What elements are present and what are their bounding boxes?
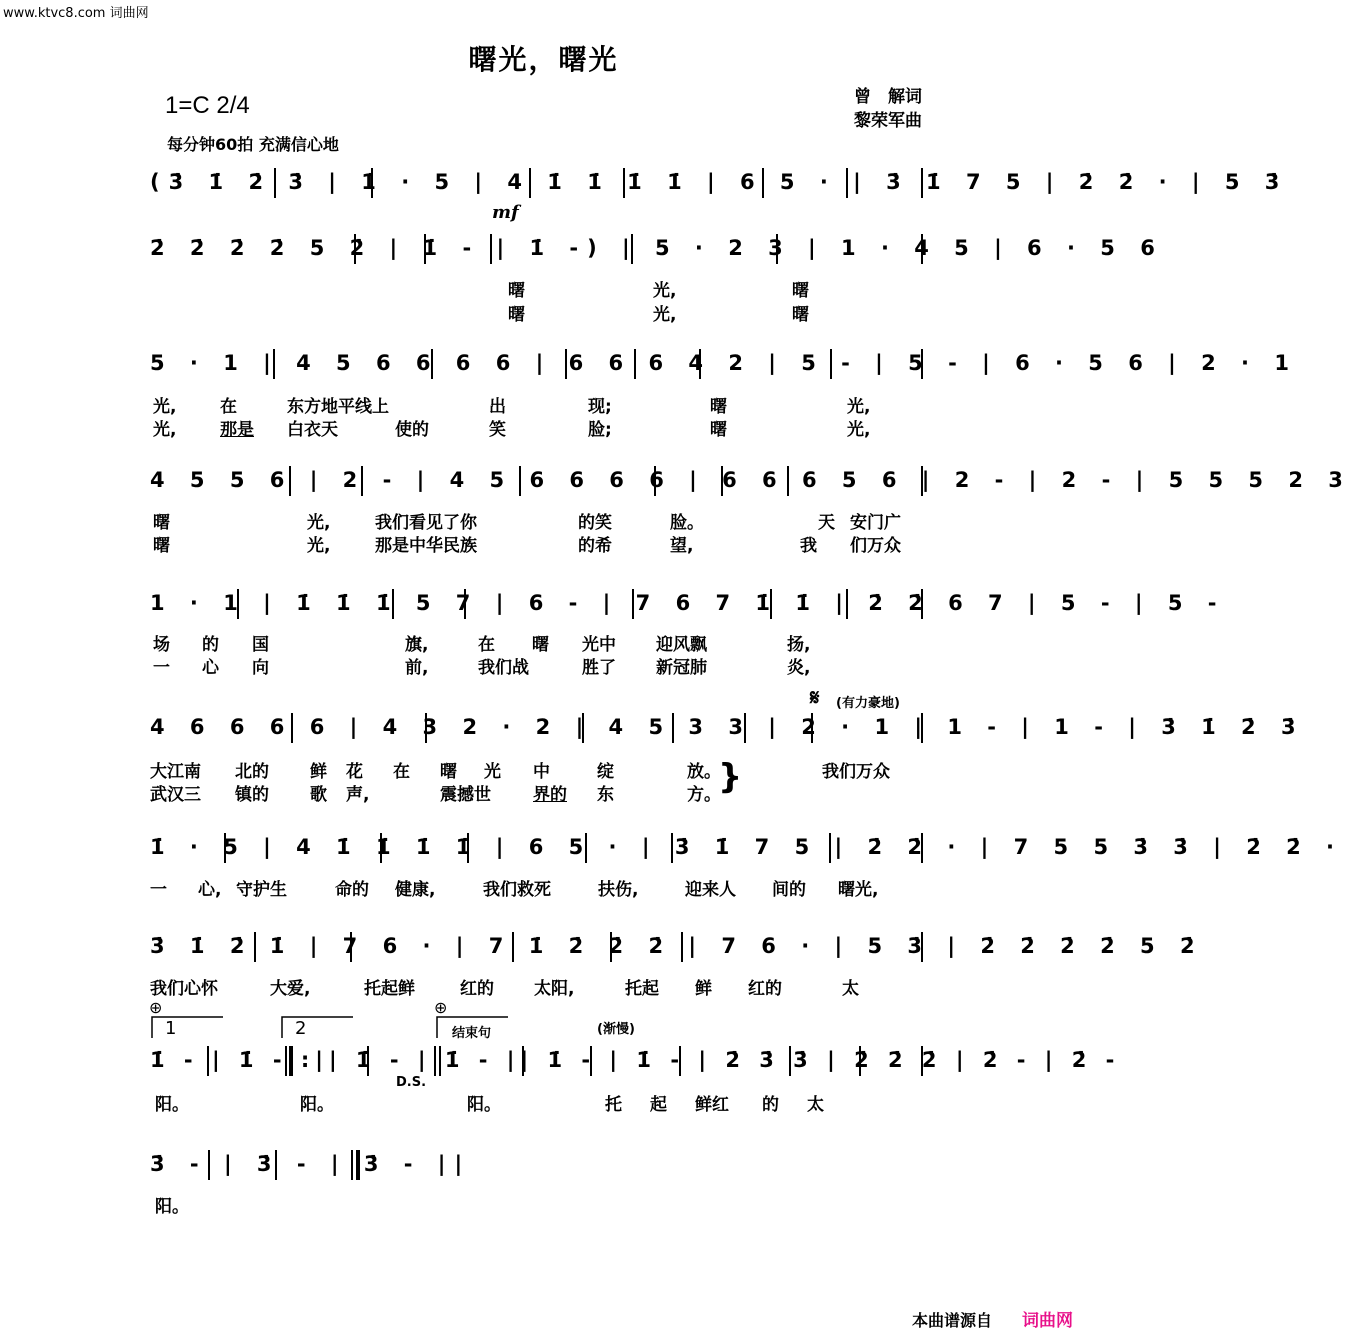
lyric: 的 <box>762 1095 779 1115</box>
lyric: 震撼世 <box>440 785 491 805</box>
row-6-lyrics-verse-1 <box>150 757 930 782</box>
lyric: 出 <box>489 397 506 417</box>
segno-sign: 𝄋 <box>810 686 820 711</box>
lyric: 炎, <box>787 658 811 678</box>
lyric: 东方地平线上 <box>287 397 389 417</box>
lyric: 的笑 <box>578 513 612 533</box>
lyric: 天 <box>818 513 835 533</box>
lyric: 鲜 <box>310 762 327 782</box>
lyric: 光中 <box>582 635 616 655</box>
lyric: 脸; <box>588 420 612 440</box>
lyric: 我们心怀 <box>150 979 218 999</box>
lyric: 镇的 <box>235 785 269 805</box>
lyric: 现; <box>588 397 612 417</box>
lyric: 托起 <box>625 979 659 999</box>
key-signature: 1=C 2/4 <box>165 92 250 119</box>
row-2-lyrics-verse-1 <box>150 276 930 301</box>
lyric: 红的 <box>748 979 782 999</box>
row-3-notes: 5 · 1 | 4 5 6 6 6 6 | 6 6 6 4 2 | 5 - | 5 - | 6 · 5 6 | 2 · 1 <box>150 351 1298 375</box>
composer-credit: 黎荣军曲 <box>854 111 922 131</box>
row-3-lyrics-verse-1 <box>150 392 930 417</box>
row-4-lyrics-verse-2 <box>150 531 930 556</box>
lyric: 界的 <box>533 785 567 805</box>
lyric: 托 <box>605 1095 622 1115</box>
row-6-lyrics-verse-2 <box>150 780 930 805</box>
lyric: 向 <box>252 658 269 678</box>
score-row-8 <box>150 932 1204 966</box>
lyric: 武汉三 <box>150 785 201 805</box>
lyric: 使的 <box>395 420 429 440</box>
row-8-notes: 3̇ 1̇ 2̇ 1̇ | 7 6 · | 7 1̇ 2̇ 2̇ 2̇ | 7 6 · | 5 3̇ | 2̇ 2̇ 2̇ 2̇ 5 2̇ <box>150 934 1204 958</box>
lyric: 曙光, <box>838 880 879 900</box>
lyric: 曙 <box>508 281 525 301</box>
lyric: 心, <box>198 880 222 900</box>
lyric: 我们救死 <box>483 880 551 900</box>
lyric: 望, <box>670 536 694 556</box>
row-3-lyrics-verse-2 <box>150 415 930 440</box>
row-5-lyrics-verse-1 <box>150 630 930 655</box>
score-row-7 <box>150 833 1344 867</box>
row-5-lyrics-verse-2 <box>150 653 930 678</box>
lyric: 光 <box>484 762 501 782</box>
lyric: 歌 <box>310 785 327 805</box>
lyric: 曙 <box>792 281 809 301</box>
lyric: 光, <box>307 536 331 556</box>
site-url: www.ktvc8.com 词曲网 <box>3 6 149 21</box>
lyric: 光, <box>307 513 331 533</box>
lyric: 健康, <box>395 880 436 900</box>
lyric: 绽 <box>597 762 614 782</box>
lyric: 光, <box>847 420 871 440</box>
lyric: 太 <box>842 979 859 999</box>
lyric: 守护生 <box>236 880 287 900</box>
song-title: 曙光，曙光 <box>468 43 619 76</box>
score-row-3 <box>150 349 1298 383</box>
row-10-lyrics <box>150 1192 930 1217</box>
lyric: 托起鲜 <box>364 979 415 999</box>
lyric: 迎风飘 <box>656 635 707 655</box>
lyric: 曙 <box>153 536 170 556</box>
lyric: 前, <box>405 658 429 678</box>
lyric: 大爱, <box>270 979 311 999</box>
lyric: 在 <box>220 397 237 417</box>
footer-source-text: 本曲谱源自 <box>911 1311 992 1330</box>
lyric: 在 <box>478 635 495 655</box>
lyric: 扬, <box>787 635 811 655</box>
lyric: 鲜红 <box>695 1095 729 1115</box>
ds-marking: D.S. <box>396 1075 427 1090</box>
row-4-notes: 4 5 5 6 | 2 - | 4 5 6 6 6 6 | 6 6 6 5 6 | 2 - | 2 - | 5 5 5 2 3 <box>150 468 1352 492</box>
lyric: 红的 <box>460 979 494 999</box>
volta-2: 2 <box>295 1018 307 1039</box>
row-7-lyrics <box>150 875 930 900</box>
lyric: 我们万众 <box>822 762 890 782</box>
lyric: 场 <box>153 635 170 655</box>
score-row-10 <box>150 1150 930 1184</box>
lyric: 太 <box>807 1095 824 1115</box>
row-9-lyrics <box>150 1090 930 1115</box>
score-row-6 <box>150 713 1305 747</box>
lyric: 那是 <box>220 420 254 440</box>
lyric: 我们战 <box>478 658 529 678</box>
lyric: 扶伤, <box>598 880 639 900</box>
rit-label: (渐慢) <box>597 1022 635 1037</box>
lyric: 国 <box>252 635 269 655</box>
lyric: 光, <box>153 420 177 440</box>
footer-logo[interactable]: 词曲网 <box>1022 1311 1073 1331</box>
lyric: 在 <box>393 762 410 782</box>
lyric: 曙 <box>792 305 809 325</box>
lyricist-credit: 曾 解词 <box>854 87 922 107</box>
lyric: 脸。 <box>670 513 704 533</box>
score-row-4 <box>150 466 1352 500</box>
lyric: 那是中华民族 <box>375 536 477 556</box>
lyric: 白衣天 <box>287 420 338 440</box>
score-row-9 <box>150 1046 1121 1080</box>
lyric: 我 <box>800 536 817 556</box>
lyric: 阳。 <box>467 1095 501 1115</box>
row-8-lyrics <box>150 974 930 999</box>
tempo-marking: 每分钟60拍 充满信心地 <box>167 135 339 154</box>
score-row-1 <box>150 168 1289 202</box>
row-5-notes: 1 · 1 | 1̇ 1̇ 1̇ 5 7 | 6 - | 7 6 7 1̇ 1̇ | 2̇ 2̇ 6 7 | 5 - | 5 - <box>150 591 1226 615</box>
row-2-notes: 2̇ 2̇ 2̇ 2̇ 5 2̇ | 1̇ - | 1̇ -) | 5 · 2 3 | 1 · 4 5 | 6 · 5 6 <box>150 236 1164 260</box>
row-1-notes: (3̇ 1̇ 2̇ 3̇ | 1̇ · 5 | 4 1̇ 1̇ 1̇ 1̇ | 6 5 · | 3̇ 1̇ 7 5 | 2̇ 2̇ · | 5 3̇ <box>150 170 1289 194</box>
segno-expression: (有力豪地) <box>836 696 900 711</box>
lyric: 们万众 <box>850 536 901 556</box>
lyric: 安门广 <box>850 513 901 533</box>
lyric: 起 <box>650 1095 667 1115</box>
lyric: 曙 <box>532 635 549 655</box>
dynamic-mf: mf <box>492 202 519 223</box>
row-2-lyrics-verse-2 <box>150 300 930 325</box>
lyric: 花 <box>346 762 363 782</box>
lyric: 阳。 <box>155 1197 189 1217</box>
coda-sign-1: ⊕ <box>149 998 163 1017</box>
lyric: 大江南 <box>150 762 201 782</box>
lyric: 的 <box>202 635 219 655</box>
lyric: 光, <box>153 397 177 417</box>
lyric: 曙 <box>440 762 457 782</box>
lyric: 的希 <box>578 536 612 556</box>
lyric: 北的 <box>235 762 269 782</box>
lyric: 光, <box>847 397 871 417</box>
lyric: 曙 <box>508 305 525 325</box>
row-6-notes: 4 6 6 6 6 | 4 3 2 · 2 | 4 5 3 3 | 2 · 1 | 1 - | 1 - | 3̇ 1̇ 2̇ 3̇ <box>150 715 1305 739</box>
lyric: 声, <box>346 785 370 805</box>
lyric: 太阳, <box>534 979 575 999</box>
lyric: 一 <box>153 658 170 678</box>
lyric: 曙 <box>710 397 727 417</box>
row-10-notes: 3̇ - | 3̇ - | 3̇ - || <box>150 1152 472 1176</box>
lyric: 命的 <box>335 880 369 900</box>
lyric: 鲜 <box>695 979 712 999</box>
volta-brackets <box>148 1014 668 1040</box>
lyric: 心 <box>202 658 219 678</box>
lyric: 迎来人 <box>685 880 736 900</box>
lyric: 东 <box>597 785 614 805</box>
lyric: 胜了 <box>582 658 616 678</box>
score-row-2 <box>150 234 1164 268</box>
lyric: 方。 <box>687 785 721 805</box>
lyric: 阳。 <box>300 1095 334 1115</box>
volta-1: 1 <box>165 1018 177 1039</box>
lyric: 放。 <box>687 762 721 782</box>
lyric: 一 <box>150 880 167 900</box>
lyric: 光, <box>653 305 677 325</box>
lyric: 阳。 <box>155 1095 189 1115</box>
lyric: 笑 <box>489 420 506 440</box>
score-row-5 <box>150 589 1226 623</box>
lyric: 光, <box>653 281 677 301</box>
lyric: 我们看见了你 <box>375 513 477 533</box>
row-4-lyrics-verse-1 <box>150 508 930 533</box>
lyric: 中 <box>533 762 550 782</box>
coda-sign-2: ⊕ <box>434 998 448 1017</box>
lyric: 曙 <box>153 513 170 533</box>
row-9-notes: 1̇ - | 1̇ - :|| 1̇ - | 1̇ - || 1̇ - | 1̇ - | 2̇ 3̇ 3̇ | 2̇ 2̇ 2̇ | 2̇ - | 2̇ - <box>150 1048 1121 1072</box>
lyric: 新冠肺 <box>656 658 707 678</box>
ending-label: 结束句 <box>452 1026 492 1041</box>
lyric: 间的 <box>772 880 806 900</box>
verse-brace: } <box>718 757 743 797</box>
lyric: 旗, <box>405 635 429 655</box>
lyric: 曙 <box>710 420 727 440</box>
row-7-notes: 1̇ · 5 | 4 1̇ 1̇ 1̇ 1̇ | 6 5 · | 3̇ 1̇ 7 5 | 2̇ 2̇ · | 7 5 5 3̇ 3̇ | 2̇ 2̇ · <box>150 835 1344 859</box>
